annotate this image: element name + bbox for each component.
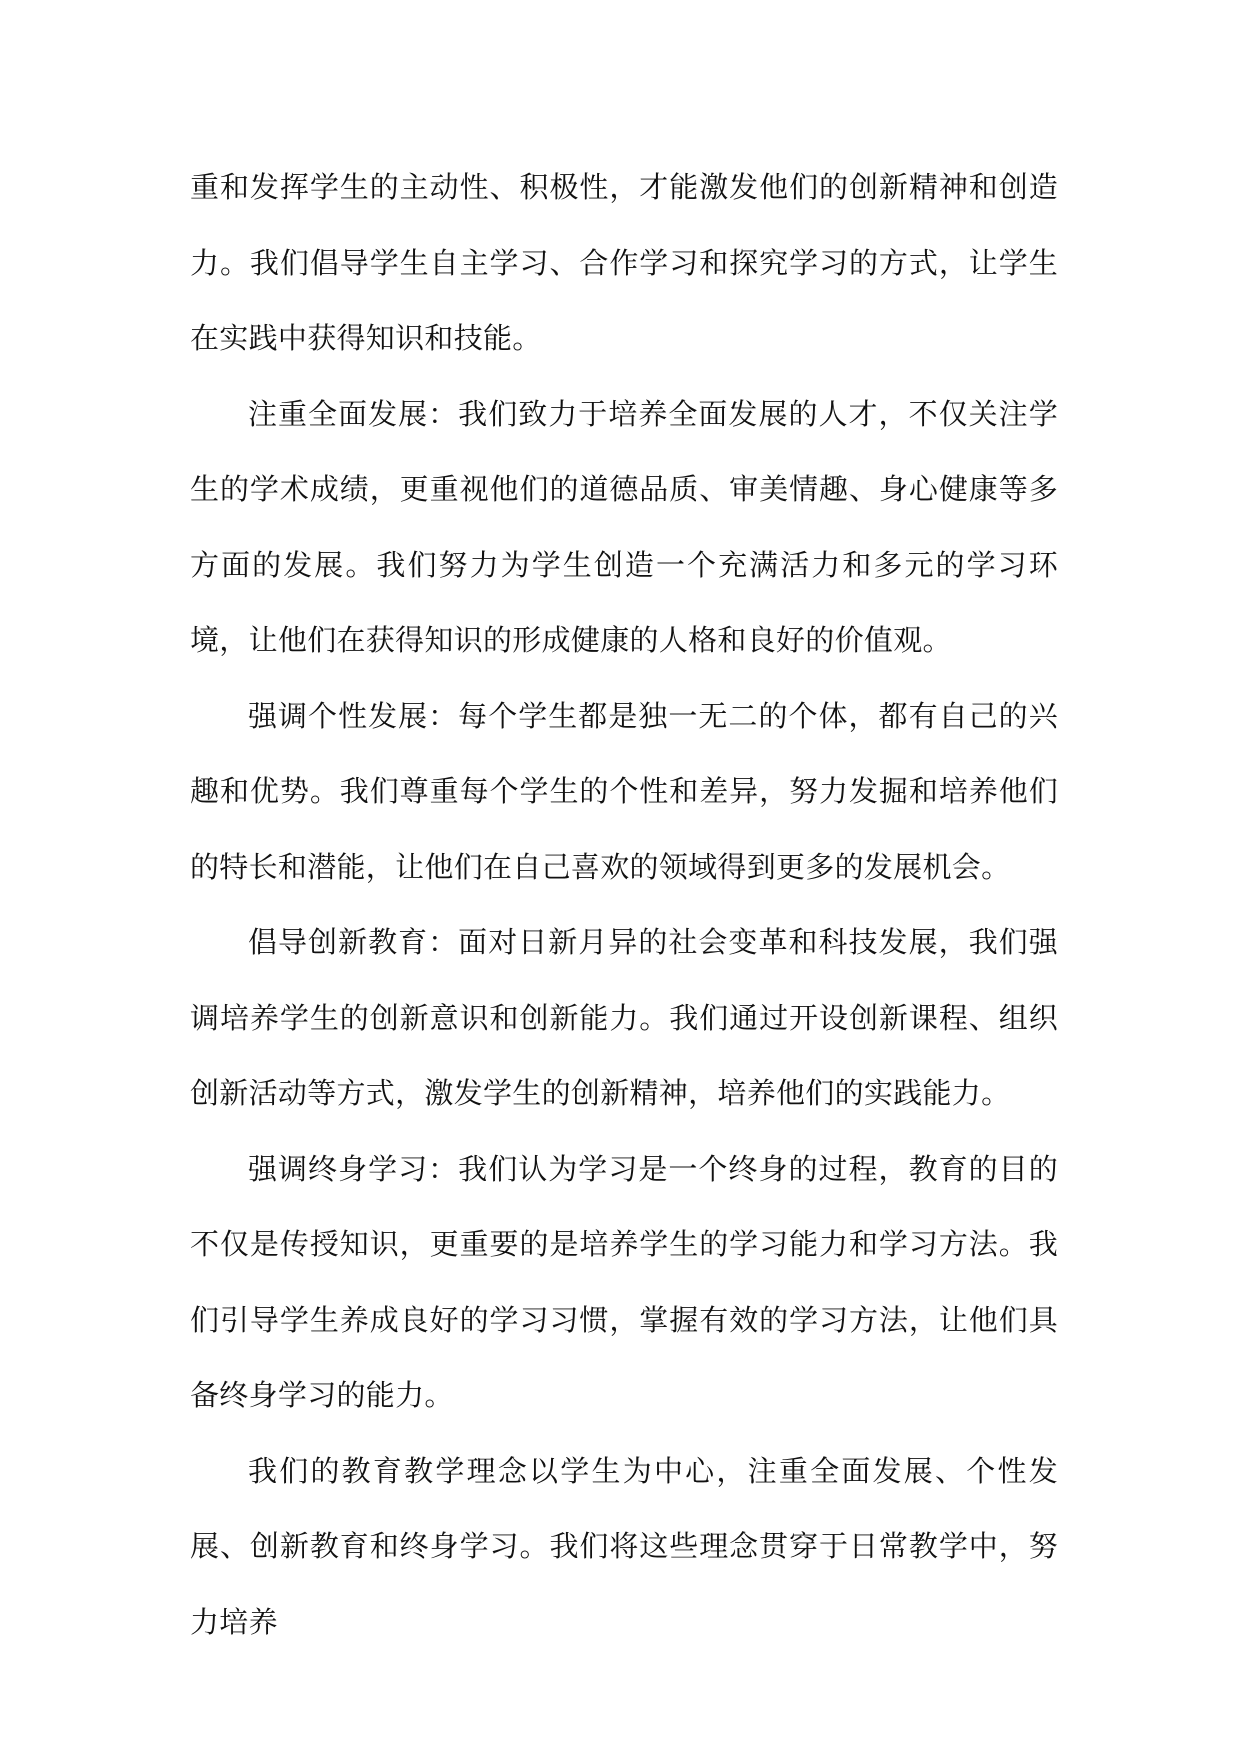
paragraph-summary: 我们的教育教学理念以学生为中心，注重全面发展、个性发展、创新教育和终身学习。我们将这些理念贯穿于日常教学中，努力培养 — [190, 1453, 1058, 1639]
paragraph-continuation: 重和发挥学生的主动性、积极性，才能激发他们的创新精神和创造力。我们倡导学生自主学习、合作学习和探究学习的方式，让学生在实践中获得知识和技能。 — [190, 170, 1058, 355]
paragraph-innovation-education: 倡导创新教育：面对日新月异的社会变革和科技发展，我们强调培养学生的创新意识和创新能力。我们通过开设创新课程、组织创新活动等方式，激发学生的创新精神，培养他们的实践能力。 — [190, 925, 1058, 1110]
paragraph-individual-development: 强调个性发展：每个学生都是独一无二的个体，都有自己的兴趣和优势。我们尊重每个学生的个性和差异，努力发掘和培养他们的特长和潜能，让他们在自己喜欢的领域得到更多的发展机会。 — [190, 698, 1058, 884]
document-body — [190, 150, 1058, 1660]
paragraph-lifelong-learning: 强调终身学习：我们认为学习是一个终身的过程，教育的目的不仅是传授知识，更重要的是培养学生的学习能力和学习方法。我们引导学生养成良好的学习习惯，掌握有效的学习方法，让他们具备终身学习的能力。 — [190, 1151, 1058, 1412]
paragraph-holistic-development: 注重全面发展：我们致力于培养全面发展的人才，不仅关注学生的学术成绩，更重视他们的道德品质、审美情趣、身心健康等多方面的发展。我们努力为学生创造一个充满活力和多元的学习环境，让他们在获得知识的形成健康的人格和良好的价值观。 — [190, 396, 1058, 657]
